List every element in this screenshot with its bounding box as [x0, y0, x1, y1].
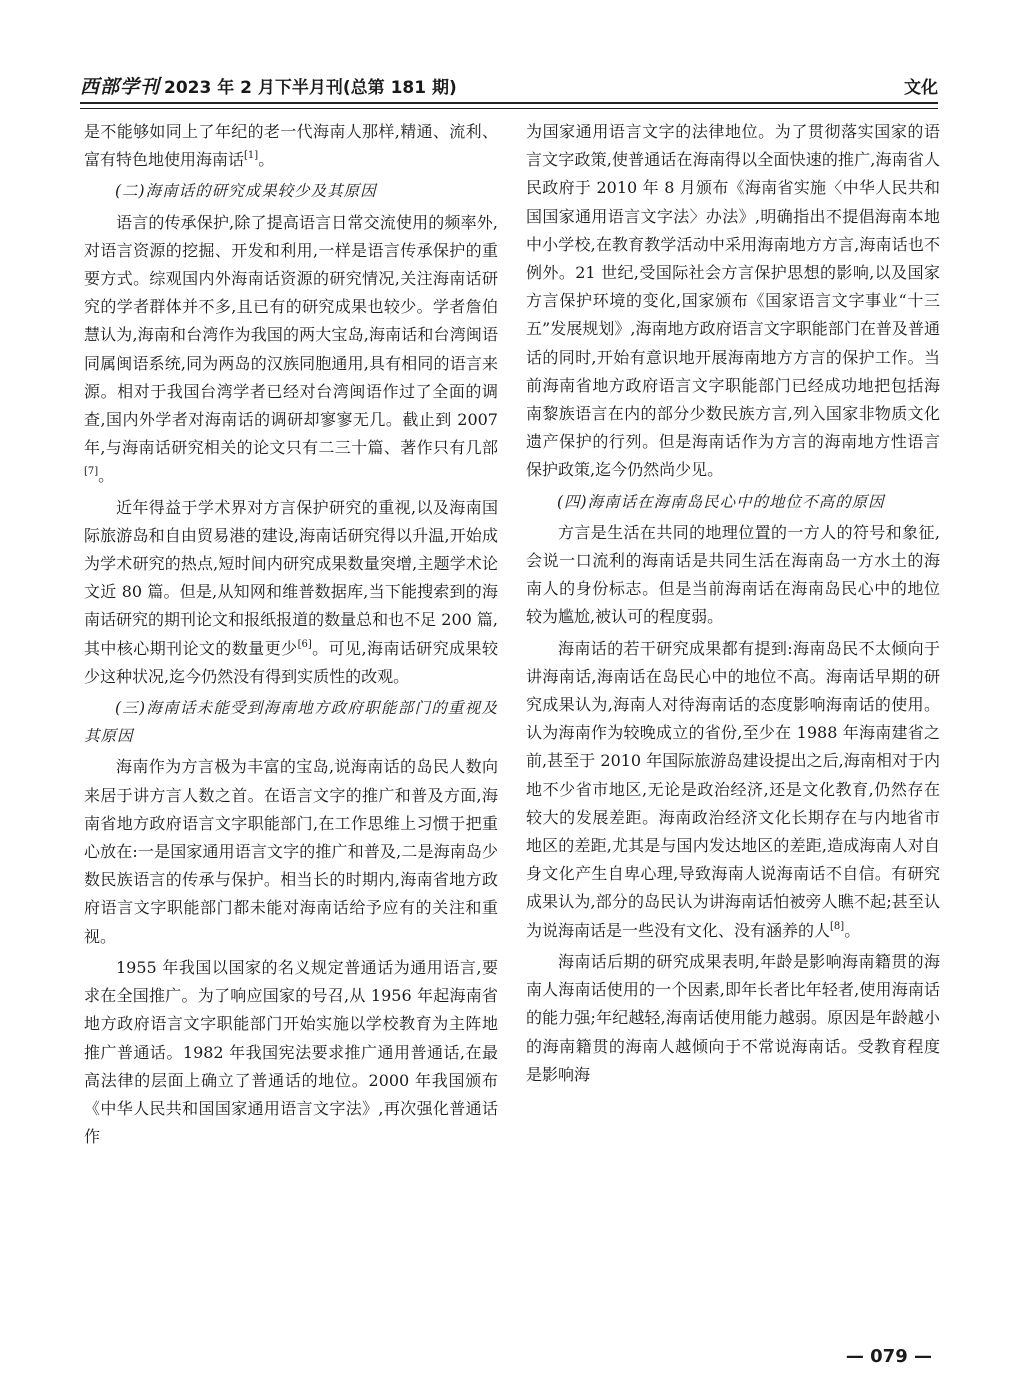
left-column [84, 118, 498, 1154]
paragraph: 语言的传承保护,除了提高语言日常交流使用的频率外,对语言资源的挖掘、开发和利用,一样是语言传承保护的重要方式。综观国内外海南话资源的研究情况,关注海南话研究的学者群体并不多,且已有的研究成果也较少。学者詹伯慧认为,海南和台湾作为我国的两大宝岛,海南话和台湾闽语同属闽语系统,同为两岛的汉族同胞通用,具有相同的语言来源。相对于我国台湾学者已经对台湾闽语作过了全面的调查,国内外学者对海南话的调研却寥寥无几。截止到 2007 年,与海南话研究相关的论文只有二三十篇、著作只有几部[7]。 [84, 212, 498, 486]
header-rule-thick [80, 102, 938, 104]
section-label: 文化 [904, 78, 938, 98]
section-heading: (四)海南话在海南岛民心中的地位不高的原因 [557, 492, 885, 511]
section-heading: (三)海南话未能受到海南地方政府职能部门的重视及其原因 [84, 699, 498, 746]
paragraph: 为国家通用语言文字的法律地位。为了贯彻落实国家的语言文字政策,使普通话在海南得以全面快速的推广,海南省人民政府于 2010 年 8 月颁布《海南省实施〈中华人民共和国国家通用语言文字法〉办法》,明确指出不提倡海南本地中小学校,在教育教学活动中采用海南地方方言,海南话也不例外。21 世纪,受国际社会方言保护思想的影响,以及国家方言保护环境的变化,国家颁布《国家语言文字事业“十三五”发展规划》,海南地方政府语言文字职能部门在普及普通话的同时,开始有意识地开展海南地方方言的保护工作。当前海南省地方政府语言文字职能部门已经成功地把包括海南黎族语言在内的部分少数民族方言,列入国家非物质文化遗产保护的行列。但是海南话作为方言的海南地方性语言保护政策,迄今仍然尚少见。 [526, 122, 940, 480]
page-header [80, 66, 938, 102]
paragraph: 海南话的若干研究成果都有提到:海南岛民不太倾向于讲海南话,海南话在岛民心中的地位不高。海南话早期的研究成果认为,海南人对待海南话的态度影响海南话的使用。认为海南作为较晚成立的省份,至少在 1988 年海南建省之前,甚至于 2010 年国际旅游岛建设提出之后,海南相对于内地不少省市地区,无论是政治经济,还是文化教育,仍然存在较大的发展差距。海南政治经济文化长期存在与内地省市地区的差距,尤其是与国内发达地区的差距,造成海南人对自身文化产生自卑心理,导致海南人说海南话不自信。有研究成果认为,部分的岛民认为讲海南话怕被旁人瞧不起;甚至认为说海南话是一些没有文化、没有涵养的人[8]。 [526, 638, 940, 940]
section-heading: (二)海南话的研究成果较少及其原因 [115, 182, 377, 201]
header-rule-thin [80, 108, 938, 109]
paragraph: 海南话后期的研究成果表明,年龄是影响海南籍贯的海南人海南话使用的一个因素,即年长者比年轻者,使用海南话的能力强;年纪越轻,海南话使用能力越弱。原因是年龄越小的海南籍贯的海南人越倾向于不常说海南话。受教育程度是影响海 [526, 951, 940, 1084]
paragraph: 方言是生活在共同的地理位置的一方人的符号和象征,会说一口流利的海南话是共同生活在海南岛一方水土的海南人的身份标志。但是当前海南话在海南岛民心中的地位较为尴尬,被认可的程度弱。 [526, 522, 940, 627]
citation: [1] [244, 150, 259, 162]
citation: [7] [84, 466, 99, 478]
paragraph: 1955 年我国以国家的名义规定普通话为通用语言,要求在全国推广。为了响应国家的号召,从 1956 年起海南省地方政府语言文字职能部门开始实施以学校教育为主阵地推广普通话。1982 年我国宪法要求推广通用普通话,在最高法律的层面上确立了普通话的地位。2000 年我国颁布《中华人民共和国国家通用语言文字法》,再次强化普通话作 [84, 957, 498, 1147]
paragraph: 海南作为方言极为丰富的宝岛,说海南话的岛民人数向来居于讲方言人数之首。在语言文字的推广和普及方面,海南省地方政府语言文字职能部门,在工作思维上习惯于把重心放在:一是国家通用语言文字的推广和普及,二是海南岛少数民族语言的传承与保护。相当长的时期内,海南省地方政府语言文字职能部门都未能对海南话给予应有的关注和重视。 [84, 757, 498, 946]
citation: [6] [297, 638, 312, 650]
paragraph: 是不能够如同上了年纪的老一代海南人那样,精通、流利、富有特色地使用海南话[1]。 [84, 122, 498, 170]
citation: [8] [830, 920, 845, 932]
journal-logo: 西部学刊 [80, 76, 161, 98]
page-number: — 079 — [845, 1346, 932, 1367]
paragraph: 近年得益于学术界对方言保护研究的重视,以及海南国际旅游岛和自由贸易港的建设,海南话研究得以升温,开始成为学术研究的热点,短时间内研究成果数量突增,主题学术论文近 80 篇。但是,从知网和维普数据库,当下能搜索到的海南话研究的期刊论文和报纸报道的数量总和也不足 200 篇,其中核心期刊论文的数量更少[6]。可见,海南话研究成果较少这种状况,迄今仍然没有得到实质性的改观。 [84, 497, 498, 686]
right-column [526, 118, 940, 1092]
issue-info: 2023 年 2 月下半月刊(总第 181 期) [164, 78, 457, 98]
